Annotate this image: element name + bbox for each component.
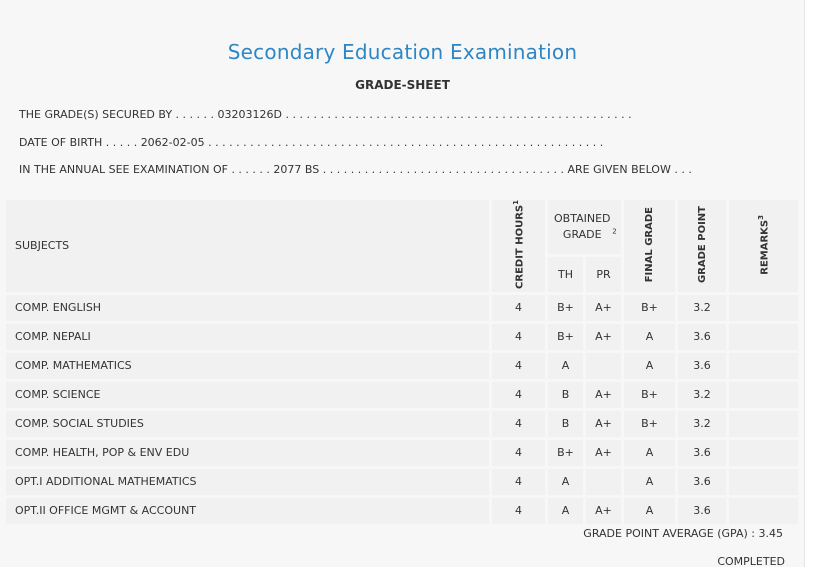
grade-point-cell: 3.2 xyxy=(678,411,726,437)
page-title: Secondary Education Examination xyxy=(227,40,578,64)
subject-cell: COMP. NEPALI xyxy=(6,324,489,350)
header-th: TH xyxy=(548,257,583,292)
practical-grade-cell xyxy=(586,469,621,495)
final-grade-cell: A xyxy=(624,498,675,524)
subject-cell: COMP. MATHEMATICS xyxy=(6,353,489,379)
remarks-cell xyxy=(729,498,798,524)
credit-hours-cell: 4 xyxy=(492,295,545,321)
final-grade-cell: B+ xyxy=(624,295,675,321)
grade-sheet-heading: GRADE-SHEET xyxy=(355,78,450,92)
practical-grade-cell: A+ xyxy=(586,440,621,466)
secured-by-dots: . . . . . . . . . . . . . . . . . . . . . . . . . . . . . . . . . . . . . . . . . . . . . . . . . . xyxy=(281,108,632,121)
grade-point-cell: 3.6 xyxy=(678,469,726,495)
credit-hours-cell: 4 xyxy=(492,411,545,437)
remarks-cell xyxy=(729,382,798,408)
remarks-cell xyxy=(729,469,798,495)
subject-cell: COMP. ENGLISH xyxy=(6,295,489,321)
header-pr: PR xyxy=(586,257,621,292)
theory-grade-cell: B xyxy=(548,411,583,437)
theory-grade-cell: A xyxy=(548,353,583,379)
table-row xyxy=(6,382,798,408)
table-row xyxy=(6,353,798,379)
grade-point-cell: 3.2 xyxy=(678,295,726,321)
final-grade-cell: A xyxy=(624,353,675,379)
remarks-cell xyxy=(729,411,798,437)
practical-grade-cell: A+ xyxy=(586,324,621,350)
theory-grade-cell: B+ xyxy=(548,440,583,466)
practical-grade-cell: A+ xyxy=(586,382,621,408)
grade-point-cell: 3.6 xyxy=(678,324,726,350)
remarks-cell xyxy=(729,440,798,466)
table-row xyxy=(6,440,798,466)
grade-point-cell: 3.6 xyxy=(678,440,726,466)
final-grade-cell: A xyxy=(624,324,675,350)
subject-cell: OPT.II OFFICE MGMT & ACCOUNT xyxy=(6,498,489,524)
credit-hours-cell: 4 xyxy=(492,440,545,466)
exam-year: 2077 BS xyxy=(273,163,320,176)
grades-table xyxy=(3,197,801,527)
header-credit-hours: CREDIT HOURS$^1$ xyxy=(492,200,545,292)
date-of-birth: 2062-02-05 xyxy=(140,136,205,149)
final-grade-cell: B+ xyxy=(624,382,675,408)
practical-grade-cell: A+ xyxy=(586,295,621,321)
credit-hours-cell: 4 xyxy=(492,353,545,379)
table-row xyxy=(6,295,798,321)
gpa-summary: GRADE POINT AVERAGE (GPA) : 3.45 xyxy=(583,527,783,540)
dob-line xyxy=(19,136,603,149)
practical-grade-cell xyxy=(586,353,621,379)
grade-point-cell: 3.6 xyxy=(678,498,726,524)
header-remarks: REMARKS$^3$ xyxy=(729,200,798,292)
header-subjects: SUBJECTS xyxy=(6,200,489,292)
remarks-cell xyxy=(729,353,798,379)
final-grade-cell: A xyxy=(624,469,675,495)
symbol-number: 03203126D xyxy=(217,108,282,121)
header-grade-point: GRADE POINT xyxy=(678,200,726,292)
final-grade-cell: B+ xyxy=(624,411,675,437)
exam-label: IN THE ANNUAL SEE EXAMINATION OF . . . . . . xyxy=(19,163,274,176)
secured-by-label: THE GRADE(S) SECURED BY . . . . . . xyxy=(19,108,218,121)
theory-grade-cell: B+ xyxy=(548,295,583,321)
table-row xyxy=(6,324,798,350)
subject-cell: OPT.I ADDITIONAL MATHEMATICS xyxy=(6,469,489,495)
subject-cell: COMP. SOCIAL STUDIES xyxy=(6,411,489,437)
subject-cell: COMP. HEALTH, POP & ENV EDU xyxy=(6,440,489,466)
header-obtained-grade: OBTAINED GRADE $^2$ xyxy=(548,200,621,254)
exam-line xyxy=(19,163,692,176)
practical-grade-cell: A+ xyxy=(586,411,621,437)
subject-cell: COMP. SCIENCE xyxy=(6,382,489,408)
credit-hours-cell: 4 xyxy=(492,469,545,495)
header-final-grade: FINAL GRADE xyxy=(624,200,675,292)
dob-dots: . . . . . . . . . . . . . . . . . . . . . . . . . . . . . . . . . . . . . . . . . . . . . . . . . . . . . . . . . xyxy=(204,136,604,149)
table-row xyxy=(6,469,798,495)
theory-grade-cell: B+ xyxy=(548,324,583,350)
theory-grade-cell: B xyxy=(548,382,583,408)
remarks-cell xyxy=(729,295,798,321)
credit-hours-cell: 4 xyxy=(492,382,545,408)
practical-grade-cell: A+ xyxy=(586,498,621,524)
secured-by-line xyxy=(19,108,632,121)
credit-hours-cell: 4 xyxy=(492,324,545,350)
theory-grade-cell: A xyxy=(548,498,583,524)
exam-dots: . . . . . . . . . . . . . . . . . . . . . . . . . . . . . . . . . . . ARE GIVEN BELOW . . . xyxy=(319,163,692,176)
table-row xyxy=(6,498,798,524)
final-grade-cell: A xyxy=(624,440,675,466)
status-text: COMPLETED xyxy=(717,555,785,568)
grade-point-cell: 3.6 xyxy=(678,353,726,379)
dob-label: DATE OF BIRTH . . . . . xyxy=(19,136,141,149)
grade-point-cell: 3.2 xyxy=(678,382,726,408)
theory-grade-cell: A xyxy=(548,469,583,495)
remarks-cell xyxy=(729,324,798,350)
table-row xyxy=(6,411,798,437)
credit-hours-cell: 4 xyxy=(492,498,545,524)
